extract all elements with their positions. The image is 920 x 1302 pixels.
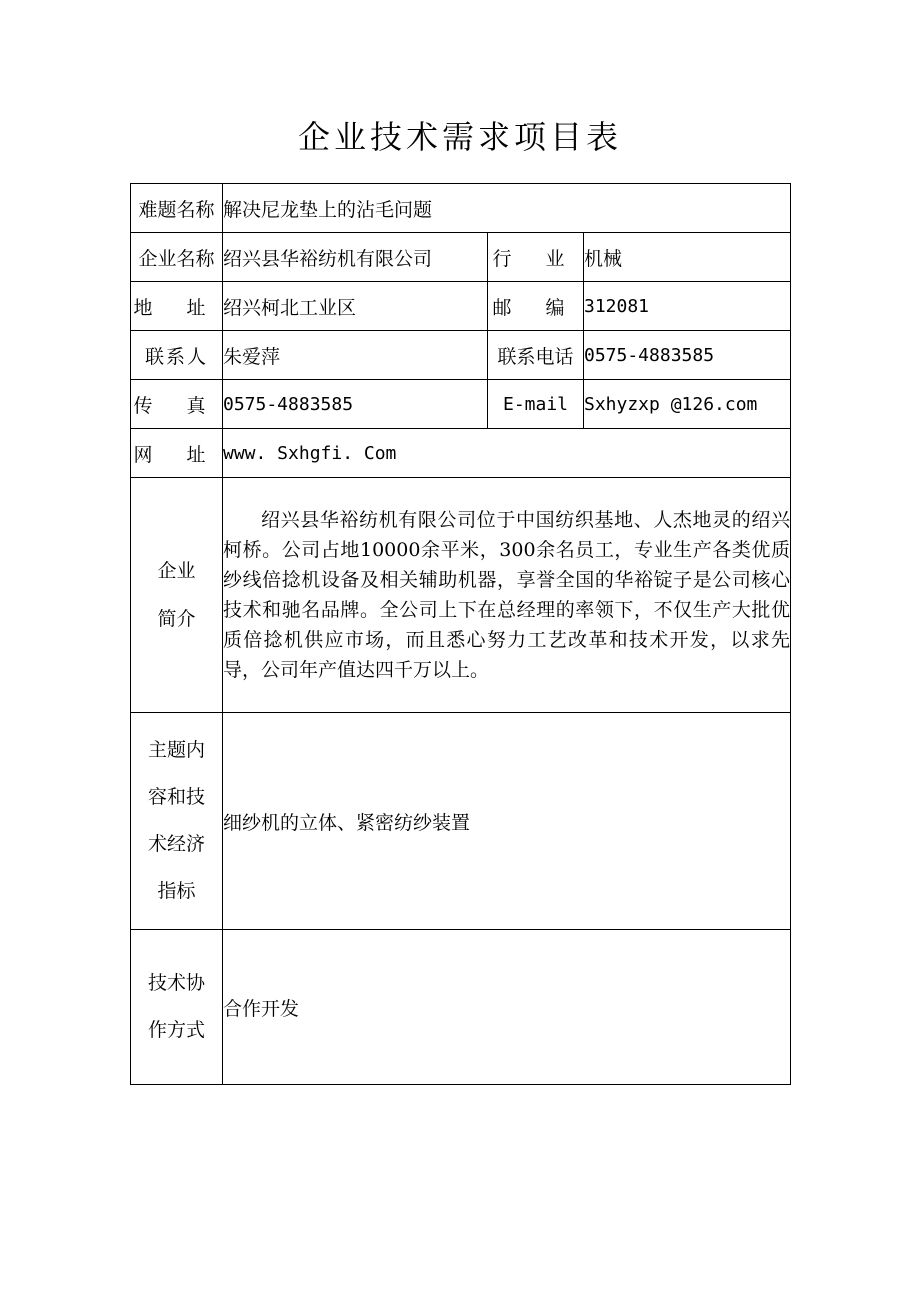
contact-label: 联系人: [131, 331, 223, 380]
fax-value: 0575-4883585: [223, 380, 488, 429]
phone-label: 联系电话: [488, 331, 584, 380]
email-label: E-mail: [488, 380, 584, 429]
cooperation-label-line: 作方式: [147, 1019, 205, 1041]
problem-name-value: 解决尼龙垫上的沾毛问题: [223, 184, 791, 233]
website-label: 网 址: [131, 429, 223, 478]
address-value: 绍兴柯北工业区: [223, 282, 488, 331]
intro-label-line: 简介: [157, 608, 196, 630]
cooperation-value: 合作开发: [223, 930, 791, 1085]
contact-value: 朱爱萍: [223, 331, 488, 380]
cooperation-label-line: 技术协: [147, 972, 205, 994]
row-intro: [131, 478, 791, 713]
row-address: [131, 282, 791, 331]
fax-label: 传 真: [131, 380, 223, 429]
page-title: 企业技术需求项目表: [297, 118, 622, 156]
intro-label-line: 企业: [157, 560, 196, 582]
cooperation-label: [131, 930, 223, 1085]
intro-value: [223, 478, 791, 713]
row-company: [131, 233, 791, 282]
row-fax: [131, 380, 791, 429]
postcode-label: 邮 编: [488, 282, 584, 331]
row-cooperation: [131, 930, 791, 1085]
address-label: 地 址: [131, 282, 223, 331]
topic-label-line: 主题内: [147, 739, 205, 761]
company-name-value: 绍兴县华裕纺机有限公司: [223, 233, 488, 282]
topic-value: 细纱机的立体、紧密纺纱装置: [223, 713, 791, 930]
row-website: [131, 429, 791, 478]
row-problem-name: [131, 184, 791, 233]
industry-value: 机械: [584, 233, 791, 282]
phone-value: 0575-4883585: [584, 331, 791, 380]
email-value: Sxhyzxp @126.com: [584, 380, 791, 429]
topic-label-line: 术经济: [147, 833, 205, 855]
row-contact: [131, 331, 791, 380]
website-value: www. Sxhgfi. Com: [223, 429, 791, 478]
intro-label: [131, 478, 223, 713]
intro-text: 绍兴县华裕纺机有限公司位于中国纺织基地、人杰地灵的绍兴柯桥。公司占地10000余平米，300余名员工，专业生产各类优质纱线倍捻机设备及相关辅助机器，享誉全国的华裕锭子是公司核心技术和驰名品牌。全公司上下在总经理的率领下，不仅生产大批优质倍捻机供应市场，而且悉心努力工艺改革和技术开发，以求先导，公司年产值达四千万以上。: [223, 509, 791, 681]
row-topic: [131, 713, 791, 930]
company-name-label: 企业名称: [131, 233, 223, 282]
postcode-value: 312081: [584, 282, 791, 331]
requirement-form-table: [130, 183, 791, 1085]
topic-label-line: 指标: [157, 880, 196, 902]
topic-label-line: 容和技: [147, 786, 205, 808]
topic-label: [131, 713, 223, 930]
problem-name-label: 难题名称: [131, 184, 223, 233]
industry-label: 行 业: [488, 233, 584, 282]
